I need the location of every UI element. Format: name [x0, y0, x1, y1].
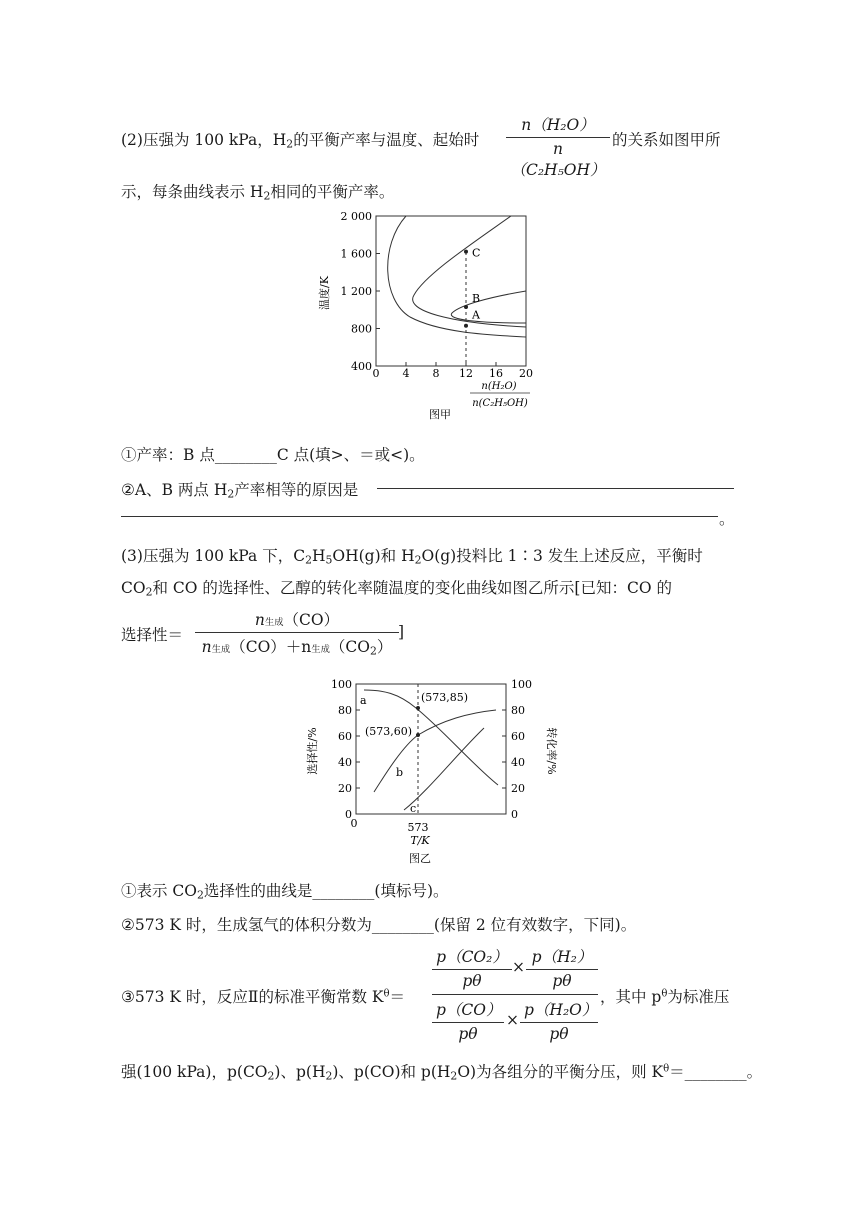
ytick-label-right: 100	[511, 678, 532, 691]
point-label-C: C	[472, 246, 481, 260]
point-C	[464, 250, 468, 254]
curve-middle	[413, 216, 526, 327]
chart-yi-ylabel-right: 转化率/%	[545, 727, 558, 775]
selectivity-fraction	[195, 608, 399, 657]
q3-sub2: ②573 K 时，生成氢气的体积分数为________(保留 2 位有效数字，下同)。	[121, 916, 637, 934]
ytick-label: 2 000	[340, 210, 372, 223]
k-theta-fraction: $\frac{\text{p（CO₂）}}{p\theta}$ × $\frac{\text{p（H₂）}}{p\theta}$ $\frac{p(CO)}{p\theta}$ × $\frac{\text{p（H₂O）}}{p\theta}$	[432, 945, 598, 1045]
xtick-label: 4	[402, 367, 410, 380]
k-num-1-pth: pθ	[432, 969, 512, 990]
q2-sub2-end: 。	[719, 510, 735, 528]
ytick-label: 800	[351, 322, 372, 336]
chart-yi-ylabel-left: 选择性/%	[306, 727, 319, 775]
ytick-label-left: 40	[338, 756, 352, 769]
q2-intro-line2: 示，每条曲线表示 $H_2$相同的平衡产率。	[121, 183, 395, 203]
point-A	[464, 324, 468, 328]
chart-jia-xlabel-den: n(C₂H₅OH)	[472, 398, 528, 409]
point-573-60	[416, 733, 420, 737]
xtick-label: 16	[489, 367, 503, 380]
annotation-573-60: (573,60)	[365, 725, 413, 738]
chart-yi-origin: 0	[350, 817, 358, 830]
chart-jia-yticks	[341, 210, 381, 373]
xtick-label: 8	[432, 367, 440, 380]
ratio-numerator: n（H₂O）	[521, 116, 595, 134]
q2-intro-line1-end: 的关系如图甲所	[612, 131, 721, 149]
selectivity-denominator: n生成（CO）＋n生成$(CO_2)$	[195, 632, 399, 657]
ytick-label: 1 200	[340, 285, 372, 298]
ytick-label-left: 60	[338, 730, 352, 743]
chart-jia-points	[464, 247, 481, 328]
k-den-1-pth: pθ	[432, 1022, 504, 1043]
point-B	[464, 305, 468, 309]
q2-sub1: ①产率：B 点________C 点(填>、＝或<)。	[121, 446, 425, 464]
point-label-B: B	[472, 291, 481, 305]
chart-jia-xticks	[373, 362, 534, 380]
chart-jia-caption: 图甲	[429, 408, 451, 421]
chart-jia-xlabel-num: n(H₂O)	[481, 381, 517, 392]
k-den-1: p（CO）	[436, 1001, 502, 1019]
ytick-label-right: 80	[511, 704, 525, 717]
q3-line1: (3)压强为 100 kPa 下，$C_2H_5OH(g)$和 $H_2O(g)$投料比 1∶3 发生上述反应，平衡时	[121, 547, 703, 567]
xtick-label: 12	[459, 367, 473, 380]
ytick-label-left: 100	[331, 678, 352, 691]
series-label-a: a	[360, 694, 367, 707]
ytick-label-left: 0	[345, 808, 352, 821]
curve-inner	[451, 291, 526, 323]
xtick-label: 20	[519, 367, 533, 380]
ytick-label-right: 0	[511, 808, 518, 821]
ytick-label-left: 80	[338, 704, 352, 717]
selectivity-numerator: n生成（CO）	[254, 611, 340, 629]
q2-intro-line1: (2)压强为 100 kPa，$H_2$的平衡产率与温度、起始时	[121, 131, 480, 151]
answer-line-1[interactable]	[377, 488, 734, 489]
annotation-573-85: (573,85)	[421, 691, 469, 704]
chart-yi-caption: 图乙	[409, 852, 431, 865]
k-den-2-pth: pθ	[520, 1022, 598, 1043]
chart-yi-xtick: 573	[407, 821, 429, 834]
chart-yi-xlabel: T/K	[410, 834, 430, 847]
chart-jia-frame	[376, 216, 526, 366]
ytick-label-right: 20	[511, 782, 525, 795]
q3-line3: 选择性＝	[121, 626, 184, 644]
ytick-label-right: 40	[511, 756, 525, 769]
curve-c	[404, 728, 484, 810]
q2-sub2: ②A、B 两点 $H_2$产率相等的原因是	[121, 481, 359, 501]
q3-last-line: 强(100 kPa)，$p(CO_2)$、$p(H_2)$、p(CO)和 $p(H_2O)$为各组分的平衡分压，则 $K^\theta=\_\_\_\_\_\_\_\_$。	[121, 1063, 763, 1083]
ytick-label: 400	[351, 360, 372, 373]
ratio-denominator: n（C₂H₅OH）	[506, 137, 610, 180]
ytick-label: 1 600	[340, 247, 372, 261]
q3-line3-end: ]	[398, 623, 405, 641]
point-573-85	[416, 706, 420, 710]
point-label-A: A	[472, 308, 480, 322]
q3-line2: $CO_2$和 CO 的选择性、乙醇的转化率随温度的变化曲线如图乙所示[已知：CO 的	[121, 579, 672, 599]
q3-sub1: ①表示 $CO_2$选择性的曲线是________(填标号)。	[121, 882, 449, 902]
q3-sub3: ③573 K 时，反应Ⅱ的标准平衡常数 $K^\theta=$	[121, 988, 406, 1006]
ratio-fraction	[506, 113, 610, 180]
ytick-label-left: 20	[338, 782, 352, 795]
k-main-bar	[432, 994, 598, 995]
k-num-2-pth: pθ	[526, 969, 598, 990]
chart-jia	[300, 205, 550, 425]
answer-line-2[interactable]	[121, 516, 718, 517]
series-label-b: b	[396, 766, 404, 779]
chart-yi	[308, 673, 558, 868]
curve-outer	[388, 216, 526, 337]
ytick-label-right: 60	[511, 730, 525, 743]
xtick-label: 0	[372, 367, 380, 380]
k-den-2: p（H₂O）	[524, 1001, 598, 1019]
k-num-1: p（CO₂）	[436, 948, 508, 966]
q3-sub3-end: ，其中 $p^\theta$为标准压	[600, 988, 730, 1006]
k-num-2: p（H₂）	[531, 948, 593, 966]
series-label-c: c	[410, 802, 417, 815]
chart-jia-ylabel: 温度/K	[318, 276, 331, 310]
